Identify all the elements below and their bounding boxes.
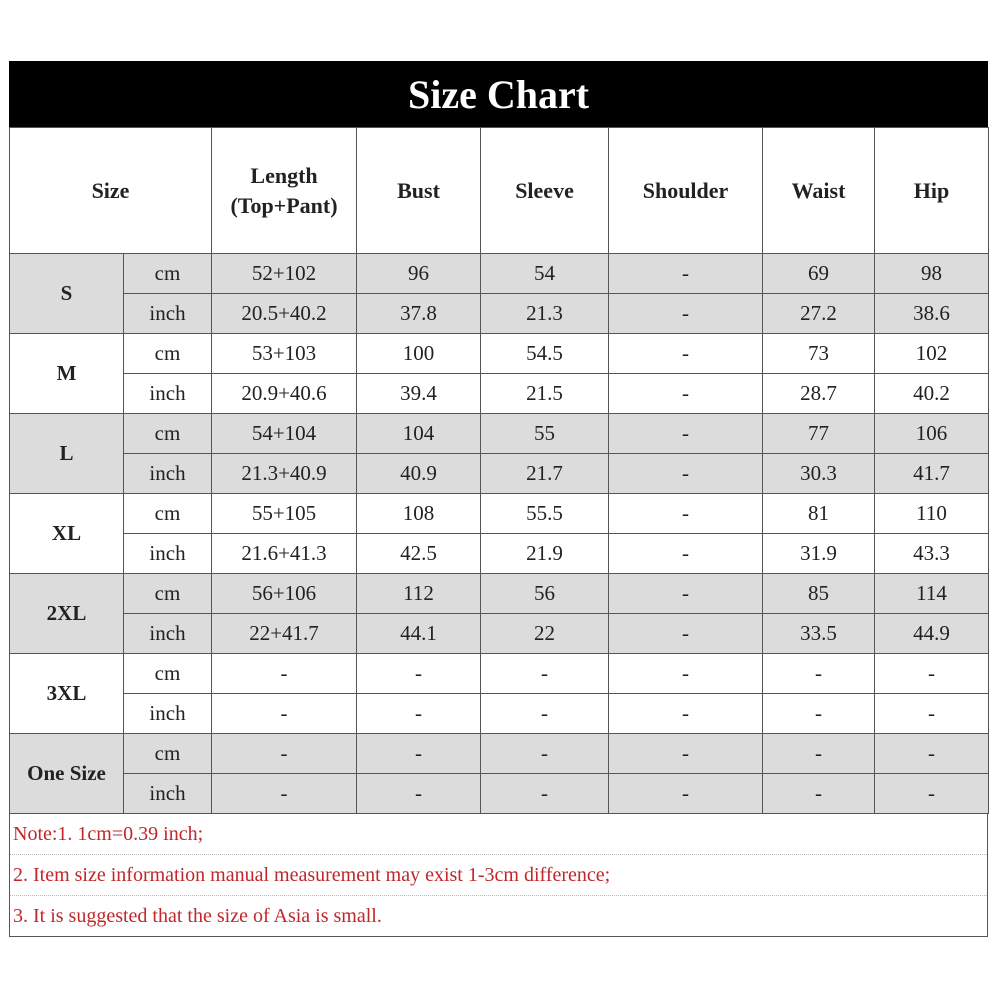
- cell-sleeve: -: [481, 654, 609, 694]
- cell-waist: 30.3: [763, 454, 875, 494]
- cell-hip: 110: [875, 494, 989, 534]
- cell-hip: -: [875, 654, 989, 694]
- header-length-line2: (Top+Pant): [230, 192, 338, 218]
- table-row: [10, 574, 989, 614]
- cell-sleeve: 54: [481, 254, 609, 294]
- cell-length: 53+103: [212, 334, 357, 374]
- note-1: Note:1. 1cm=0.39 inch;: [10, 814, 987, 855]
- cell-waist: 73: [763, 334, 875, 374]
- cell-sleeve: -: [481, 694, 609, 734]
- cell-waist: 28.7: [763, 374, 875, 414]
- header-row: [10, 128, 989, 254]
- cell-length: 56+106: [212, 574, 357, 614]
- size-label: XL: [10, 494, 124, 574]
- cell-bust: -: [357, 654, 481, 694]
- cell-hip: 41.7: [875, 454, 989, 494]
- unit-label: inch: [124, 614, 212, 654]
- cell-waist: 27.2: [763, 294, 875, 334]
- table-row: [10, 334, 989, 374]
- cell-hip: 102: [875, 334, 989, 374]
- cell-hip: -: [875, 774, 989, 814]
- cell-length: -: [212, 734, 357, 774]
- unit-label: inch: [124, 694, 212, 734]
- cell-bust: 96: [357, 254, 481, 294]
- cell-waist: 33.5: [763, 614, 875, 654]
- cell-sleeve: 56: [481, 574, 609, 614]
- unit-label: inch: [124, 774, 212, 814]
- cell-bust: 42.5: [357, 534, 481, 574]
- notes-section: [9, 814, 988, 937]
- cell-shoulder: -: [609, 494, 763, 534]
- note-2: 2. Item size information manual measurement may exist 1-3cm difference;: [10, 855, 987, 896]
- size-label: 3XL: [10, 654, 124, 734]
- cell-length: 52+102: [212, 254, 357, 294]
- table-row: [10, 654, 989, 694]
- table-row: [10, 614, 989, 654]
- unit-label: inch: [124, 294, 212, 334]
- header-hip: Hip: [875, 128, 989, 254]
- cell-shoulder: -: [609, 614, 763, 654]
- unit-label: inch: [124, 374, 212, 414]
- unit-label: cm: [124, 574, 212, 614]
- cell-bust: 100: [357, 334, 481, 374]
- cell-hip: 114: [875, 574, 989, 614]
- size-label: L: [10, 414, 124, 494]
- size-table-body: [10, 254, 989, 814]
- cell-sleeve: 55.5: [481, 494, 609, 534]
- cell-bust: 39.4: [357, 374, 481, 414]
- header-shoulder: Shoulder: [609, 128, 763, 254]
- cell-shoulder: -: [609, 574, 763, 614]
- note-3: 3. It is suggested that the size of Asia is small.: [13, 905, 382, 927]
- table-row: [10, 294, 989, 334]
- header-bust: Bust: [357, 128, 481, 254]
- table-row: [10, 374, 989, 414]
- cell-shoulder: -: [609, 334, 763, 374]
- unit-label: cm: [124, 254, 212, 294]
- cell-sleeve: -: [481, 774, 609, 814]
- cell-hip: 98: [875, 254, 989, 294]
- cell-bust: 108: [357, 494, 481, 534]
- size-label: S: [10, 254, 124, 334]
- cell-sleeve: 21.3: [481, 294, 609, 334]
- unit-label: cm: [124, 334, 212, 374]
- cell-waist: 85: [763, 574, 875, 614]
- cell-hip: 44.9: [875, 614, 989, 654]
- table-row: [10, 414, 989, 454]
- size-table: [9, 127, 989, 814]
- size-label: M: [10, 334, 124, 414]
- cell-sleeve: 22: [481, 614, 609, 654]
- cell-hip: 43.3: [875, 534, 989, 574]
- table-row: [10, 694, 989, 734]
- cell-length: 54+104: [212, 414, 357, 454]
- cell-length: 20.5+40.2: [212, 294, 357, 334]
- header-length: [212, 128, 357, 254]
- unit-label: cm: [124, 414, 212, 454]
- table-row: [10, 494, 989, 534]
- cell-bust: 104: [357, 414, 481, 454]
- cell-shoulder: -: [609, 734, 763, 774]
- cell-sleeve: 54.5: [481, 334, 609, 374]
- header-length-line1: Length: [250, 162, 318, 188]
- cell-shoulder: -: [609, 294, 763, 334]
- cell-bust: 40.9: [357, 454, 481, 494]
- table-row: [10, 734, 989, 774]
- cell-waist: 69: [763, 254, 875, 294]
- cell-shoulder: -: [609, 534, 763, 574]
- cell-shoulder: -: [609, 694, 763, 734]
- header-size: Size: [10, 128, 212, 254]
- cell-shoulder: -: [609, 454, 763, 494]
- table-row: [10, 774, 989, 814]
- cell-sleeve: 21.7: [481, 454, 609, 494]
- cell-length: 21.6+41.3: [212, 534, 357, 574]
- chart-title: Size Chart: [9, 61, 988, 127]
- cell-waist: -: [763, 734, 875, 774]
- cell-waist: -: [763, 654, 875, 694]
- table-row: [10, 534, 989, 574]
- cell-sleeve: 21.9: [481, 534, 609, 574]
- unit-label: inch: [124, 454, 212, 494]
- table-row: [10, 454, 989, 494]
- cell-length: 21.3+40.9: [212, 454, 357, 494]
- cell-shoulder: -: [609, 374, 763, 414]
- cell-hip: 40.2: [875, 374, 989, 414]
- cell-bust: -: [357, 734, 481, 774]
- unit-label: cm: [124, 734, 212, 774]
- cell-hip: -: [875, 734, 989, 774]
- cell-shoulder: -: [609, 414, 763, 454]
- cell-length: 22+41.7: [212, 614, 357, 654]
- cell-shoulder: -: [609, 774, 763, 814]
- header-sleeve: Sleeve: [481, 128, 609, 254]
- cell-hip: -: [875, 694, 989, 734]
- cell-shoulder: -: [609, 654, 763, 694]
- unit-label: cm: [124, 654, 212, 694]
- cell-sleeve: 55: [481, 414, 609, 454]
- cell-bust: -: [357, 694, 481, 734]
- cell-sleeve: -: [481, 734, 609, 774]
- table-row: [10, 254, 989, 294]
- cell-sleeve: 21.5: [481, 374, 609, 414]
- cell-bust: 37.8: [357, 294, 481, 334]
- cell-bust: 44.1: [357, 614, 481, 654]
- size-label: One Size: [10, 734, 124, 814]
- unit-label: inch: [124, 534, 212, 574]
- cell-bust: -: [357, 774, 481, 814]
- header-waist: Waist: [763, 128, 875, 254]
- cell-waist: -: [763, 774, 875, 814]
- cell-length: 20.9+40.6: [212, 374, 357, 414]
- unit-label: cm: [124, 494, 212, 534]
- cell-waist: 81: [763, 494, 875, 534]
- size-chart: [9, 61, 988, 937]
- cell-waist: -: [763, 694, 875, 734]
- cell-hip: 106: [875, 414, 989, 454]
- cell-length: 55+105: [212, 494, 357, 534]
- cell-waist: 77: [763, 414, 875, 454]
- cell-length: -: [212, 774, 357, 814]
- cell-hip: 38.6: [875, 294, 989, 334]
- cell-length: -: [212, 694, 357, 734]
- cell-shoulder: -: [609, 254, 763, 294]
- size-label: 2XL: [10, 574, 124, 654]
- cell-waist: 31.9: [763, 534, 875, 574]
- cell-bust: 112: [357, 574, 481, 614]
- cell-length: -: [212, 654, 357, 694]
